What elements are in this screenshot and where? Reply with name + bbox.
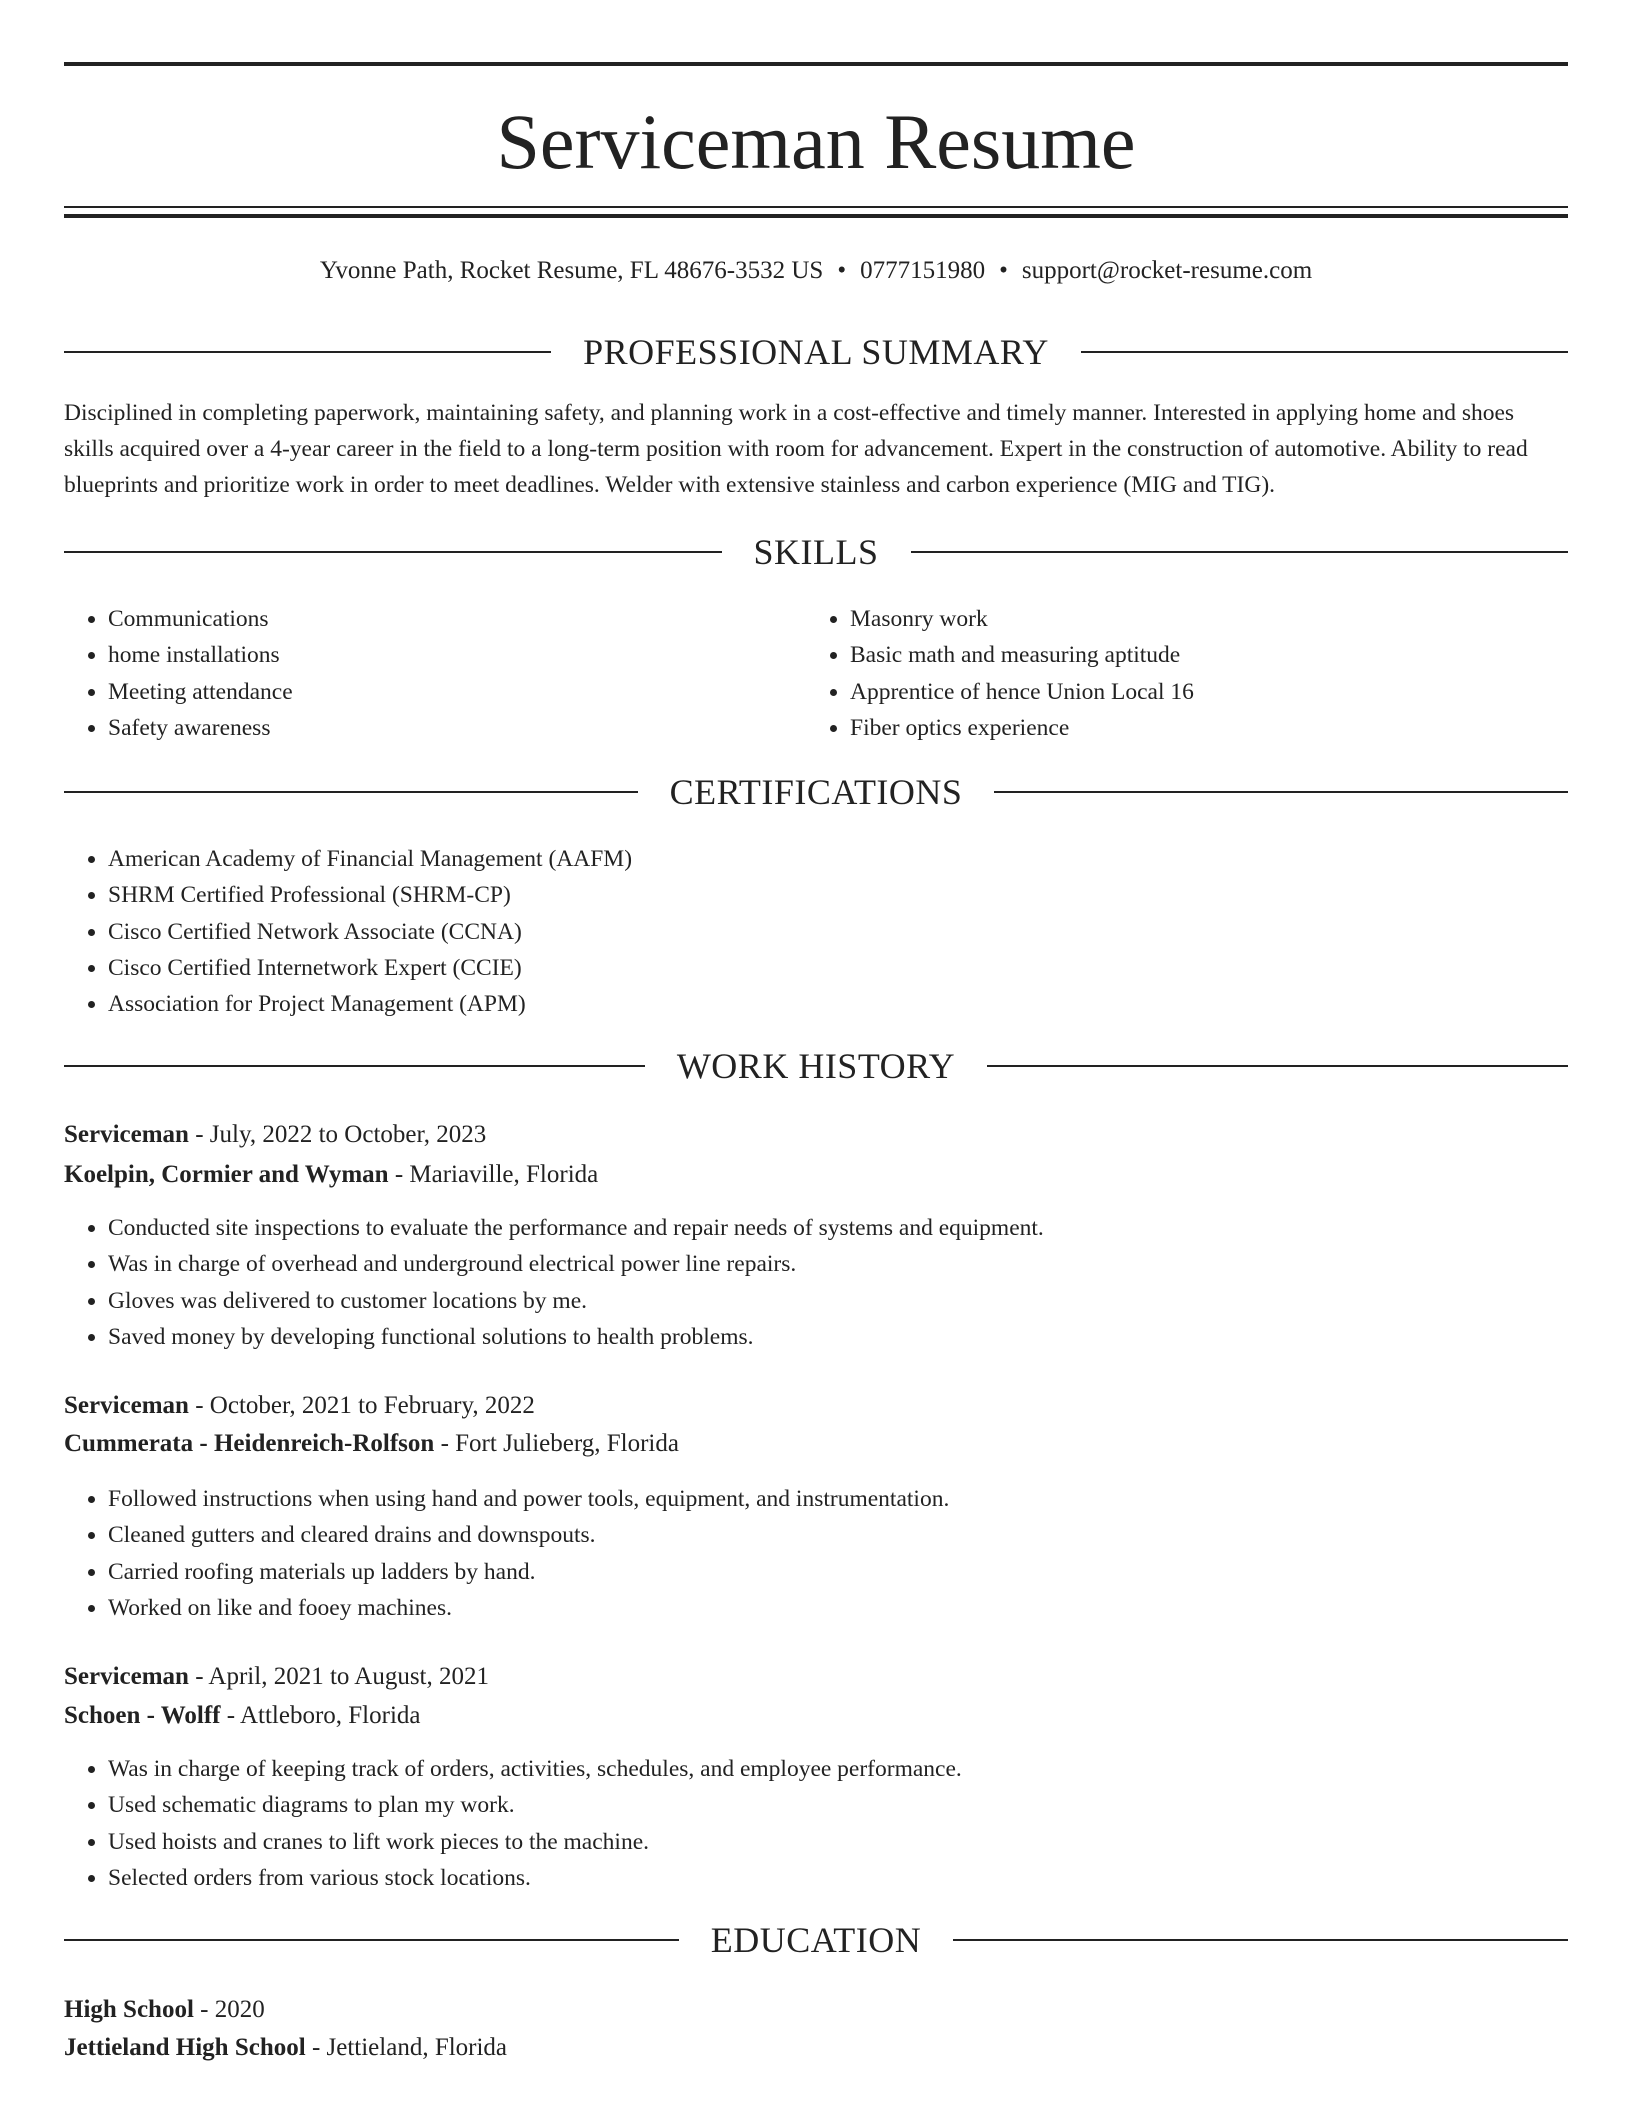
education-school: Jettieland High School <box>64 2034 306 2061</box>
education-degree: High School <box>64 1996 194 2023</box>
job-company-line: Koelpin, Cormier and Wyman - Mariaville, Florida <box>64 1161 599 1188</box>
job-bullets <box>64 1210 1508 1355</box>
job-location: Mariaville, Florida <box>409 1161 599 1188</box>
job-role: Serviceman <box>64 1392 189 1419</box>
job-role: Serviceman <box>64 1663 189 1690</box>
job-company-line: Cummerata - Heidenreich-Rolfson - Fort Julieberg, Florida <box>64 1430 679 1457</box>
list-item: • SHRM Certified Professional (SHRM-CP) <box>108 877 1508 913</box>
certifications-list <box>64 841 1508 1022</box>
list-item: • Worked on like and fooey machines. <box>108 1590 1508 1626</box>
skills-list-left <box>64 601 788 746</box>
job-dates: October, 2021 to February, 2022 <box>209 1392 535 1419</box>
contact-email: support@rocket-resume.com <box>1021 257 1313 284</box>
section-header-skills <box>64 530 1568 574</box>
list-item: • Cisco Certified Network Associate (CCNA) <box>108 914 1508 950</box>
section-rule <box>1081 351 1568 353</box>
education-school-line: Jettieland High School - Jettieland, Florida <box>64 2034 508 2061</box>
top-rule <box>64 62 1568 66</box>
summary-text: Disciplined in completing paperwork, maintaining safety, and planning work in a cost-effective and timely manner. Interested in applying home and shoes skills acquired over a 4-year career in the field to a long-term position with room for advancement. Expert in the construction of automotive. Ability to read blueprints and prioritize work in order to meet deadlines. Welder with extensive stainless and carbon experience (MIG and TIG). <box>64 400 1528 498</box>
contact-phone: 0777151980 <box>860 257 986 284</box>
section-header-education <box>64 1918 1568 1962</box>
job-company: Cummerata - Heidenreich-Rolfson <box>64 1430 435 1457</box>
list-item: • Used hoists and cranes to lift work pieces to the machine. <box>108 1824 1508 1860</box>
education-year: 2020 <box>214 1996 265 2023</box>
job-dates: July, 2022 to October, 2023 <box>209 1121 487 1148</box>
job-bullets <box>64 1751 1508 1896</box>
list-item: • Conducted site inspections to evaluate the performance and repair needs of systems and equipment. <box>108 1210 1508 1246</box>
list-item: • Apprentice of hence Union Local 16 <box>850 674 1590 710</box>
section-header-summary <box>64 330 1568 374</box>
section-rule <box>64 551 722 553</box>
list-item: • Cisco Certified Internetwork Expert (CCIE) <box>108 950 1508 986</box>
section-rule <box>911 551 1569 553</box>
section-header-work-history <box>64 1044 1568 1088</box>
list-item: • Carried roofing materials up ladders by hand. <box>108 1554 1508 1590</box>
contact-separator: • <box>837 257 847 284</box>
contact-separator: • <box>999 257 1008 284</box>
list-item: • Gloves was delivered to customer locations by me. <box>108 1283 1508 1319</box>
list-item: • Fiber optics experience <box>850 710 1590 746</box>
job-company: Schoen - Wolff <box>64 1702 221 1729</box>
section-header-certifications <box>64 770 1568 814</box>
section-rule <box>994 791 1568 793</box>
list-item: • Masonry work <box>850 601 1590 637</box>
section-rule <box>64 791 638 793</box>
section-title: PROFESSIONAL SUMMARY <box>583 332 1049 372</box>
job-location: Fort Julieberg, Florida <box>455 1430 679 1457</box>
skills-list-right <box>806 601 1590 746</box>
contact-line <box>64 254 1568 288</box>
contact-address: Yvonne Path, Rocket Resume, FL 48676-3532 US <box>319 257 824 284</box>
section-rule <box>64 351 551 353</box>
section-title: WORK HISTORY <box>676 1046 956 1086</box>
resume-title: Serviceman Resume <box>496 98 1136 185</box>
job-dates: April, 2021 to August, 2021 <box>208 1663 489 1690</box>
section-title: EDUCATION <box>710 1920 922 1960</box>
list-item: • Cleaned gutters and cleared drains and downspouts. <box>108 1517 1508 1553</box>
list-item: • Meeting attendance <box>108 674 788 710</box>
list-item: • home installations <box>108 637 788 673</box>
section-title: CERTIFICATIONS <box>669 772 963 812</box>
section-title: SKILLS <box>753 532 879 572</box>
list-item: • Followed instructions when using hand and power tools, equipment, and instrumentation. <box>108 1481 1508 1517</box>
job-title-line: Serviceman - October, 2021 to February, 2022 <box>64 1392 535 1419</box>
list-item: • Communications <box>108 601 788 637</box>
list-item: • Was in charge of overhead and underground electrical power line repairs. <box>108 1246 1508 1282</box>
job-title-line: Serviceman - July, 2022 to October, 2023 <box>64 1121 487 1148</box>
job-company-line: Schoen - Wolff - Attleboro, Florida <box>64 1702 421 1729</box>
title-rule-lower <box>64 214 1568 218</box>
list-item: • American Academy of Financial Management (AAFM) <box>108 841 1508 877</box>
section-rule <box>64 1065 645 1067</box>
list-item: • Safety awareness <box>108 710 788 746</box>
job-role: Serviceman <box>64 1121 189 1148</box>
section-rule <box>987 1065 1568 1067</box>
list-item: • Was in charge of keeping track of orders, activities, schedules, and employee performance. <box>108 1751 1508 1787</box>
list-item: • Basic math and measuring aptitude <box>850 637 1590 673</box>
education-location: Jettieland, Florida <box>326 2034 508 2061</box>
section-rule <box>64 1939 679 1941</box>
list-item: • Association for Project Management (APM) <box>108 986 1508 1022</box>
list-item: • Saved money by developing functional solutions to health problems. <box>108 1319 1508 1355</box>
list-item: • Selected orders from various stock locations. <box>108 1860 1508 1896</box>
job-title-line: Serviceman - April, 2021 to August, 2021 <box>64 1663 489 1690</box>
job-bullets <box>64 1481 1508 1626</box>
education-degree-line: High School - 2020 <box>64 1996 265 2023</box>
list-item: • Used schematic diagrams to plan my work. <box>108 1787 1508 1823</box>
job-company: Koelpin, Cormier and Wyman <box>64 1161 389 1188</box>
title-rule-upper <box>64 206 1568 208</box>
job-location: Attleboro, Florida <box>239 1702 421 1729</box>
section-rule <box>953 1939 1568 1941</box>
